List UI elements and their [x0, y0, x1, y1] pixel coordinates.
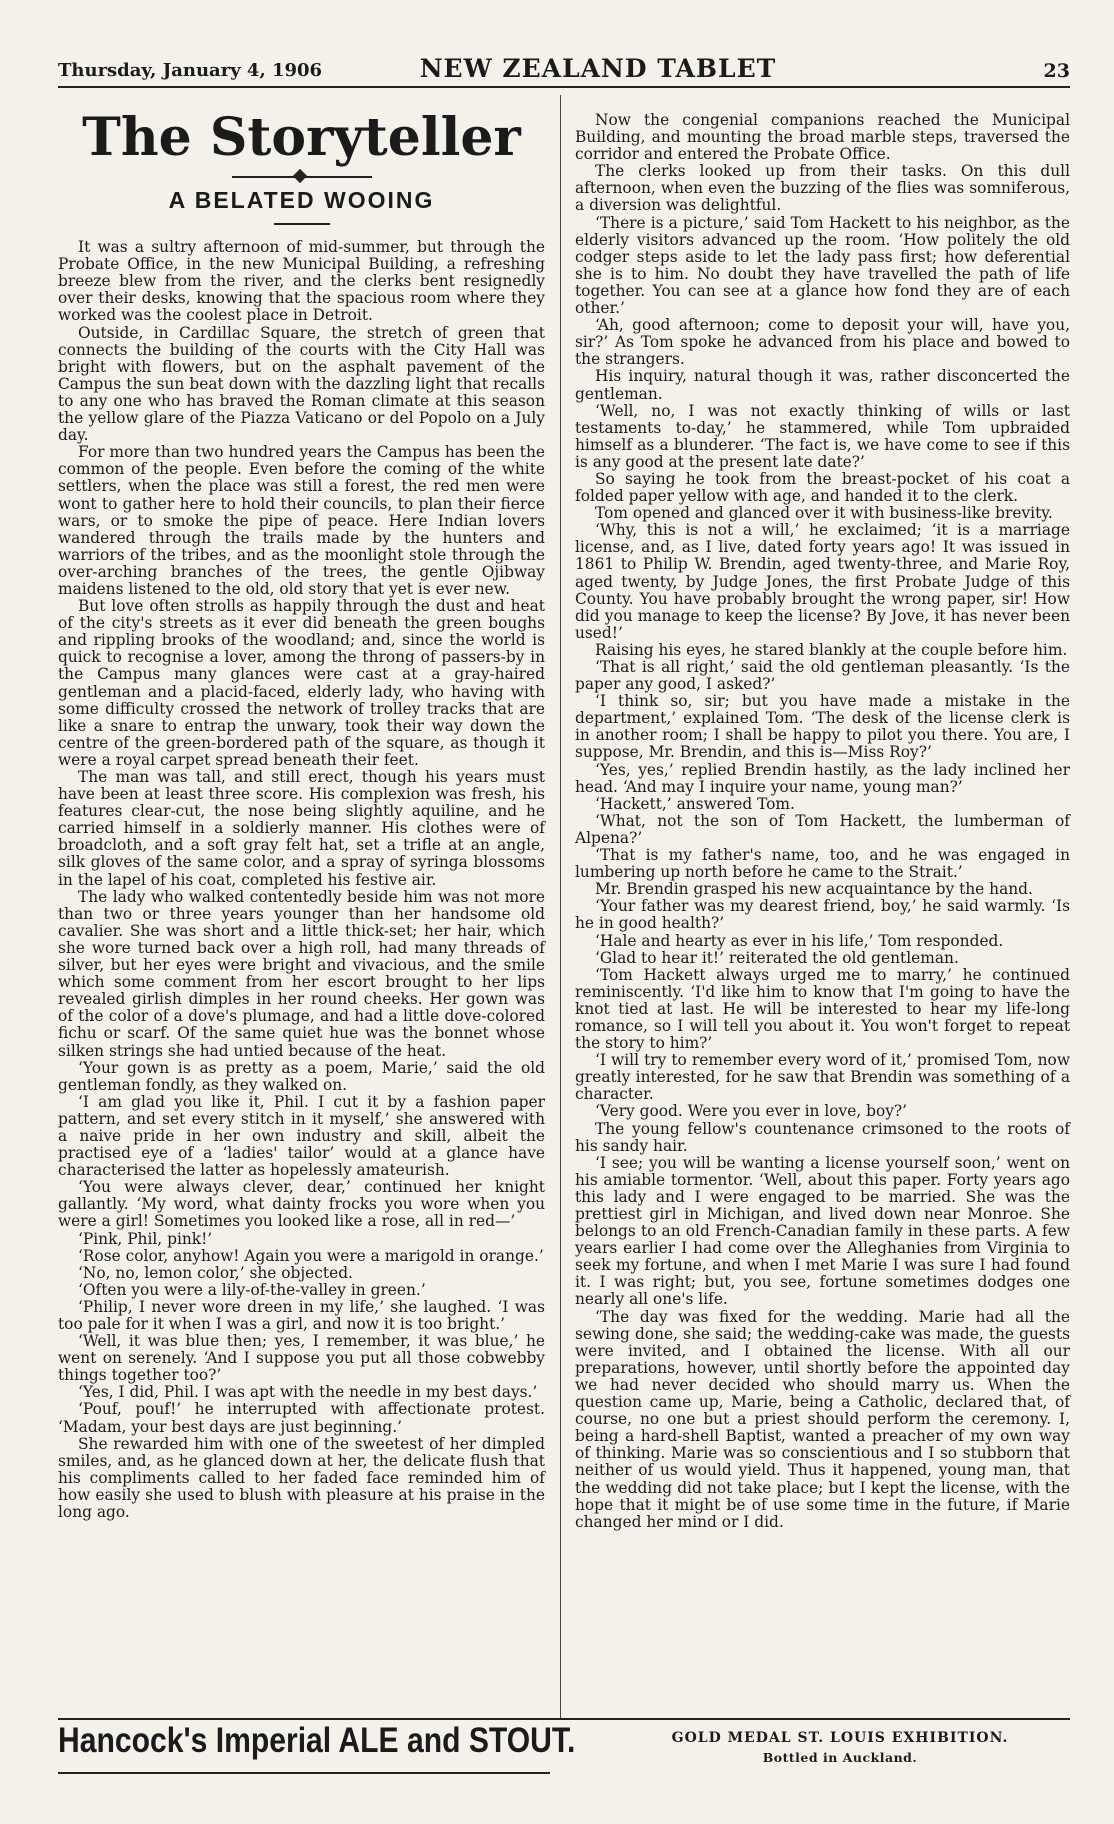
paragraph: ‘What, not the son of Tom Hackett, the lumberman of Alpena?’ [575, 811, 1070, 847]
paragraph: Mr. Brendin grasped his new acquaintance by the hand. [595, 880, 1033, 899]
paragraph: ‘There is a picture,’ said Tom Hackett to his neighbor, as the elderly visitors advanced up the room. ‘How politely the old codger steps aside to let the lady pass first; how deferential she is to him. No doubt they have travelled the path of life together. You can see at a glance how fond they are of each other.’ [575, 213, 1070, 318]
paragraph: ‘Your father was my dearest friend, boy,’ he said warmly. ‘Is he in good health?’ [575, 897, 1070, 933]
paragraph: She rewarded him with one of the sweetest of her dimpled smiles, and, as he glanced down at her, the delicate flush that his compliments called to her faded face reminded him of how easily she used to blush with pleasure at his praise in the long ago. [58, 1434, 545, 1522]
section-title: The Storyteller [82, 107, 521, 168]
paragraph: The lady who walked contentedly beside him was not more than two or three years younger than her handsome old cavalier. She was short and a little thick-set; her hair, which she wore turned back over a high roll, had many threads of silver, but her eyes were bright and vivacious, and the smile which some comment from her escort brought to her lips revealed girlish dimples in her round cheeks. Her gown was of the color of a dove's plumage, and had a little dove-colored fichu or scarf. Of the same quiet hue was the bonnet whose silken strings she had untied because of the heat. [58, 887, 545, 1060]
exhibition-line: GOLD MEDAL ST. LOUIS EXHIBITION. [671, 1730, 1009, 1746]
paragraph: ‘I am glad you like it, Phil. I cut it by a fashion paper pattern, and set every stitch in it myself,’ she answered with a naive pride in her own industry and skill, albeit the practised eye of a ‘ladies' tailor’ would at a glance have characterised the latter as hopelessly amateurish. [58, 1092, 545, 1180]
issue-date: Thursday, January 4, 1906 [58, 60, 323, 81]
paragraph: ‘The day was fixed for the wedding. Marie had all the sewing done, she said; the wedding-cake was made, the guests were invited, and I obtained the license. With all our preparations, however, until shortly before the appointed day we had never decided who should marry us. When the question came up, Marie, being a Catholic, declared that, of course, no one but a priest should perform the ceremony. I, being a hard-shell Baptist, wanted a preacher of my own way of thinking. Marie was so conscientious and I so stubborn that neither of us would yield. Thus it happened, young man, that the wedding did not take place; but I kept the license, with the hope that it might be of use some time in the future, if Marie changed her mind or I did. [575, 1307, 1070, 1531]
page-number: 23 [1043, 60, 1070, 82]
paragraph: The man was tall, and still erect, though his years must have been at least three score. His complexion was fresh, his features clear-cut, the nose being slightly aquiline, and he carried himself in a soldierly manner. His clothes were of broadcloth, and a soft gray felt hat, set a trifle at an angle, silk gloves of the same color, and a spray of syringa blossoms in the lapel of his coat, completed his festive air. [58, 768, 545, 889]
paragraph: For more than two hundred years the Campus has been the common of the people. Even before the coming of the white settlers, when the place was still a forest, the red men were wont to gather here to hold their councils, to plan their fierce wars, or to smoke the pipe of peace. Here Indian lovers wandered through the trails made by the hunters and warriors of the tribes, and as the moonlight stole through the over-arching branches of the trees, the gentle Ojibway maidens listened to the old, old story that yet is ever new. [58, 443, 545, 598]
ale-advertisement: Hancock's Imperial ALE and STOUT. [58, 1721, 576, 1760]
ornament-rule [232, 170, 372, 184]
paragraph: So saying he took from the breast-pocket of his coat a folded paper yellow with age, and handed it to the clerk. [575, 469, 1070, 506]
paragraph: ‘You were always clever, dear,’ continued her knight gallantly. ‘My word, what dainty frocks you wore when you were a girl! Sometimes you looked like a rose, all in red—’ [58, 1178, 545, 1231]
paragraph: ‘Ah, good afternoon; come to deposit your will, have you, sir?’ As Tom spoke he advanced from his place and bowed to the strangers. [575, 316, 1070, 369]
paragraph: ‘No, no, lemon color,’ she objected. [78, 1263, 353, 1282]
paragraph: ‘I will try to remember every word of it,’ promised Tom, now greatly interested, for he saw that Brendin was something of a character. [575, 1051, 1070, 1104]
paragraph: ‘Very good. Were you ever in love, boy?’ [595, 1102, 908, 1121]
paragraph: His inquiry, natural though it was, rather disconcerted the gentleman. [575, 367, 1070, 403]
paragraph: Outside, in Cardillac Square, the stretch of green that connects the building of the courts with the City Hall was bright with flowers, but on the asphalt pavement of the Campus the sun beat down with the dazzling light that recalls to any one who has braved the Roman climate at this season the yellow glare of the Piazza Vaticano or del Popolo on a July day. [58, 323, 545, 445]
paragraph: ‘Hackett,’ answered Tom. [595, 794, 795, 813]
paragraph: ‘I think so, sir; but you have made a mistake in the department,’ explained Tom. ‘The desk of the license clerk is in another room; I shall be happy to pilot you there. You are, I suppose, Mr. Brendin, and this is—Miss Roy?’ [575, 692, 1070, 762]
column-divider [560, 95, 561, 1720]
paragraph: The clerks looked up from their tasks. On this dull afternoon, when even the buzzing of the flies was somniferous, a diversion was delightful. [575, 162, 1070, 215]
title-rule [274, 223, 330, 225]
paragraph: ‘Yes, I did, Phil. I was apt with the needle in my best days.’ [78, 1383, 538, 1402]
paragraph: The young fellow's countenance crimsoned to the roots of his sandy hair. [575, 1119, 1070, 1155]
paragraph: ‘I see; you will be wanting a license yourself soon,’ went on his amiable tormentor. ‘Well, about this paper. Forty years ago this lady and I were engaged to be married. She was the prettiest girl in Michigan, and lived down near Monroe. She belongs to an old French-Canadian family in these parts. A few years earlier I had come over the Alleghanies from Virginia to seek my fortune, and when I met Marie I was sure I had found it. I was right; but, you see, fortune sometimes dodges one nearly all one's life. [575, 1153, 1070, 1309]
paragraph: ‘Well, no, I was not exactly thinking of wills or last testaments to-day,’ he stammered, while Tom upbraided himself as a blunderer. ‘The fact is, we have come to see if this is any good at the present late date?’ [575, 401, 1070, 471]
paragraph: Raising his eyes, he stared blankly at the couple before him. [595, 640, 1068, 659]
paragraph: ‘Pouf, pouf!’ he interrupted with affectionate protest. ‘Madam, your best days are just beginning.’ [58, 1400, 545, 1436]
paragraph: ‘Philip, I never wore dreen in my life,’ she laughed. ‘I was too pale for it when I was a girl, and now it is too bright.’ [58, 1297, 545, 1333]
paragraph: ‘Glad to hear it!’ reiterated the old gentleman. [595, 948, 959, 967]
paragraph: ‘That is my father's name, too, and he was engaged in lumbering up north before he came to the Strait.’ [575, 846, 1070, 882]
paragraph: But love often strolls as happily through the dust and heat of the city's streets as it ever did beneath the green boughs and rippling brooks of the woodland; and, since the world is quick to recognise a lover, among the throng of passers-by in the Campus many glances were cast at a gray-haired gentleman and a placid-faced, elderly lady, who having with some difficulty crossed the network of trolley tracks that are like a snare to entrap the unwary, took their way down the centre of the green-bordered path of the square, as though it were a royal carpet spread beneath their feet. [58, 597, 545, 769]
paragraph: ‘Why, this is not a will,’ he exclaimed; ‘it is a marriage license, and, as I live, dated forty years ago! It was issued in 1861 to Philip W. Brendin, aged twenty-three, and Marie Roy, aged twenty, by Judge Jones, the first Probate Judge of this County. You have probably brought the wrong paper, sir! How did you manage to keep the license? By Jove, it has never been used!’ [575, 521, 1070, 642]
paragraph: ‘Well, it was blue then; yes, I remember, it was blue,’ he went on serenely. ‘And I suppose you put all those cobwebby things together too?’ [58, 1332, 545, 1385]
page-header [58, 54, 1070, 88]
left-article-body [58, 239, 545, 1521]
paragraph: Tom opened and glanced over it with business-like brevity. [595, 504, 1053, 523]
paragraph: ‘Your gown is as pretty as a poem, Marie,’ said the old gentleman fondly, as they walked on. [58, 1058, 545, 1094]
bottled-line: Bottled in Auckland. [762, 1750, 918, 1765]
paragraph: ‘Tom Hackett always urged me to marry,’ he continued reminiscently. ‘I'd like him to know that I'm going to have the knot tied at last. He will be interested to hear my life-long romance, so I will tell you about it. You won't forget to repeat the story to him?’ [575, 965, 1070, 1053]
right-article-body [575, 112, 1070, 1531]
paragraph: ‘Rose color, anyhow! Again you were a marigold in orange.’ [78, 1246, 544, 1265]
paragraph: ‘Yes, yes,’ replied Brendin hastily, as the lady inclined her head. ‘And may I inquire your name, young man?’ [575, 760, 1070, 796]
paragraph: ‘Often you were a lily-of-the-valley in green.’ [78, 1280, 426, 1299]
exhibition-notice [640, 1728, 1040, 1768]
left-column [58, 107, 545, 1522]
paragraph: ‘Pink, Phil, pink!’ [78, 1229, 213, 1248]
paragraph: ‘Hale and hearty as ever in his life,’ Tom responded. [595, 931, 1004, 950]
paragraph: Now the congenial companions reached the Municipal Building, and mounting the broad marble steps, traversed the corridor and entered the Probate Office. [575, 111, 1070, 164]
advertisement-underline [58, 1772, 550, 1774]
newspaper-title: NEW ZEALAND TABLET [419, 54, 777, 83]
paragraph: ‘That is all right,’ said the old gentleman pleasantly. ‘Is the paper any good, I asked?’ [575, 658, 1070, 694]
right-column [575, 112, 1070, 1531]
paragraph: It was a sultry afternoon of mid-summer, but through the Probate Office, in the new Municipal Building, a refreshing breeze blew from the river, and the clerks bent resignedly over their desks, knowing that the spacious room where they worked was the coolest place in Detroit. [58, 238, 545, 325]
story-title: A BELATED WOOING [168, 187, 435, 213]
